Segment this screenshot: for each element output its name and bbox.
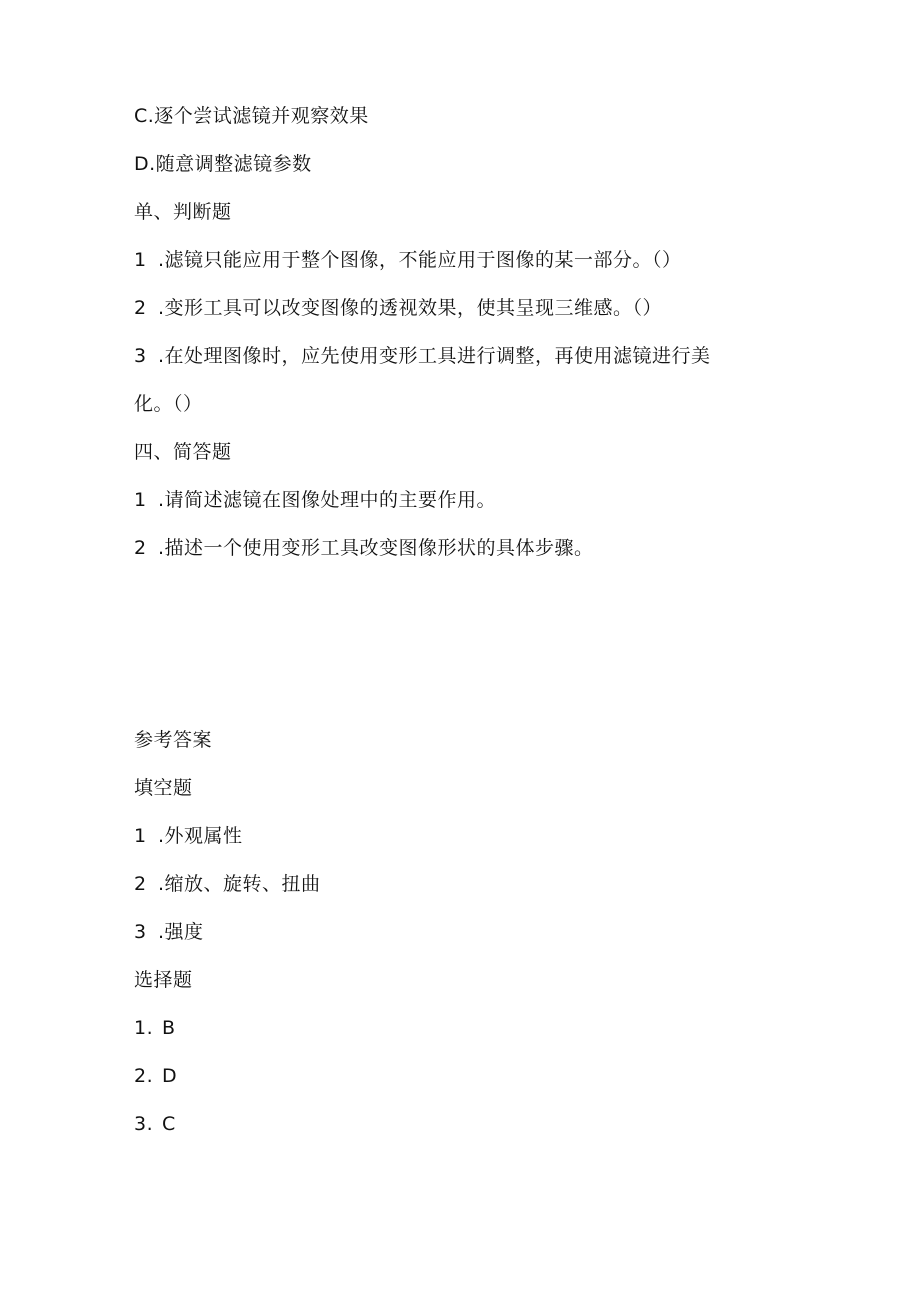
answers-fill-heading: 填空题 (134, 777, 193, 799)
item-number: 2 (134, 873, 147, 895)
item-number: 3. (134, 1113, 154, 1135)
short-answer-item (134, 487, 496, 513)
item-number: 3 (134, 345, 147, 367)
item-text: D (162, 1065, 178, 1087)
item-number: 1 (134, 825, 147, 847)
answer-item (134, 1015, 176, 1041)
answer-item (134, 871, 321, 897)
answers-choice-heading: 选择题 (134, 969, 193, 991)
judge-item (134, 247, 682, 273)
judge-item (134, 295, 662, 321)
item-text: .外观属性 (158, 825, 243, 847)
item-text: .在处理图像时，应先使用变形工具进行调整，再使用滤镜进行美 (158, 345, 711, 367)
item-number: 1. (134, 1017, 154, 1039)
judge-item-continuation: 化。（） (134, 393, 203, 415)
item-text: .描述一个使用变形工具改变图像形状的具体步骤。 (158, 537, 594, 559)
item-text: .缩放、旋转、扭曲 (158, 873, 321, 895)
answers-title: 参考答案 (134, 729, 213, 751)
item-number: 2 (134, 297, 147, 319)
item-text: B (162, 1017, 176, 1039)
item-number: 2. (134, 1065, 154, 1087)
short-answer-item (134, 535, 594, 561)
item-number: 1 (134, 489, 147, 511)
choice-option-d: D.随意调整滤镜参数 (134, 153, 312, 175)
answer-item (134, 919, 204, 945)
answer-item (134, 823, 243, 849)
item-text: .强度 (158, 921, 204, 943)
answer-item (134, 1063, 177, 1089)
answer-item (134, 1111, 176, 1137)
item-number: 2 (134, 537, 147, 559)
item-text: .请简述滤镜在图像处理中的主要作用。 (158, 489, 497, 511)
item-number: 1 (134, 249, 147, 271)
item-text: .变形工具可以改变图像的透视效果，使其呈现三维感。（） (158, 297, 663, 319)
item-number: 3 (134, 921, 147, 943)
item-text: C (162, 1113, 176, 1135)
judge-item (134, 343, 711, 369)
choice-option-c: C.逐个尝试滤镜并观察效果 (134, 105, 369, 127)
item-text: .滤镜只能应用于整个图像，不能应用于图像的某一部分。（） (158, 249, 682, 271)
section-heading-short-answer: 四、简答题 (134, 441, 232, 463)
section-heading-judge: 单、判断题 (134, 201, 232, 223)
